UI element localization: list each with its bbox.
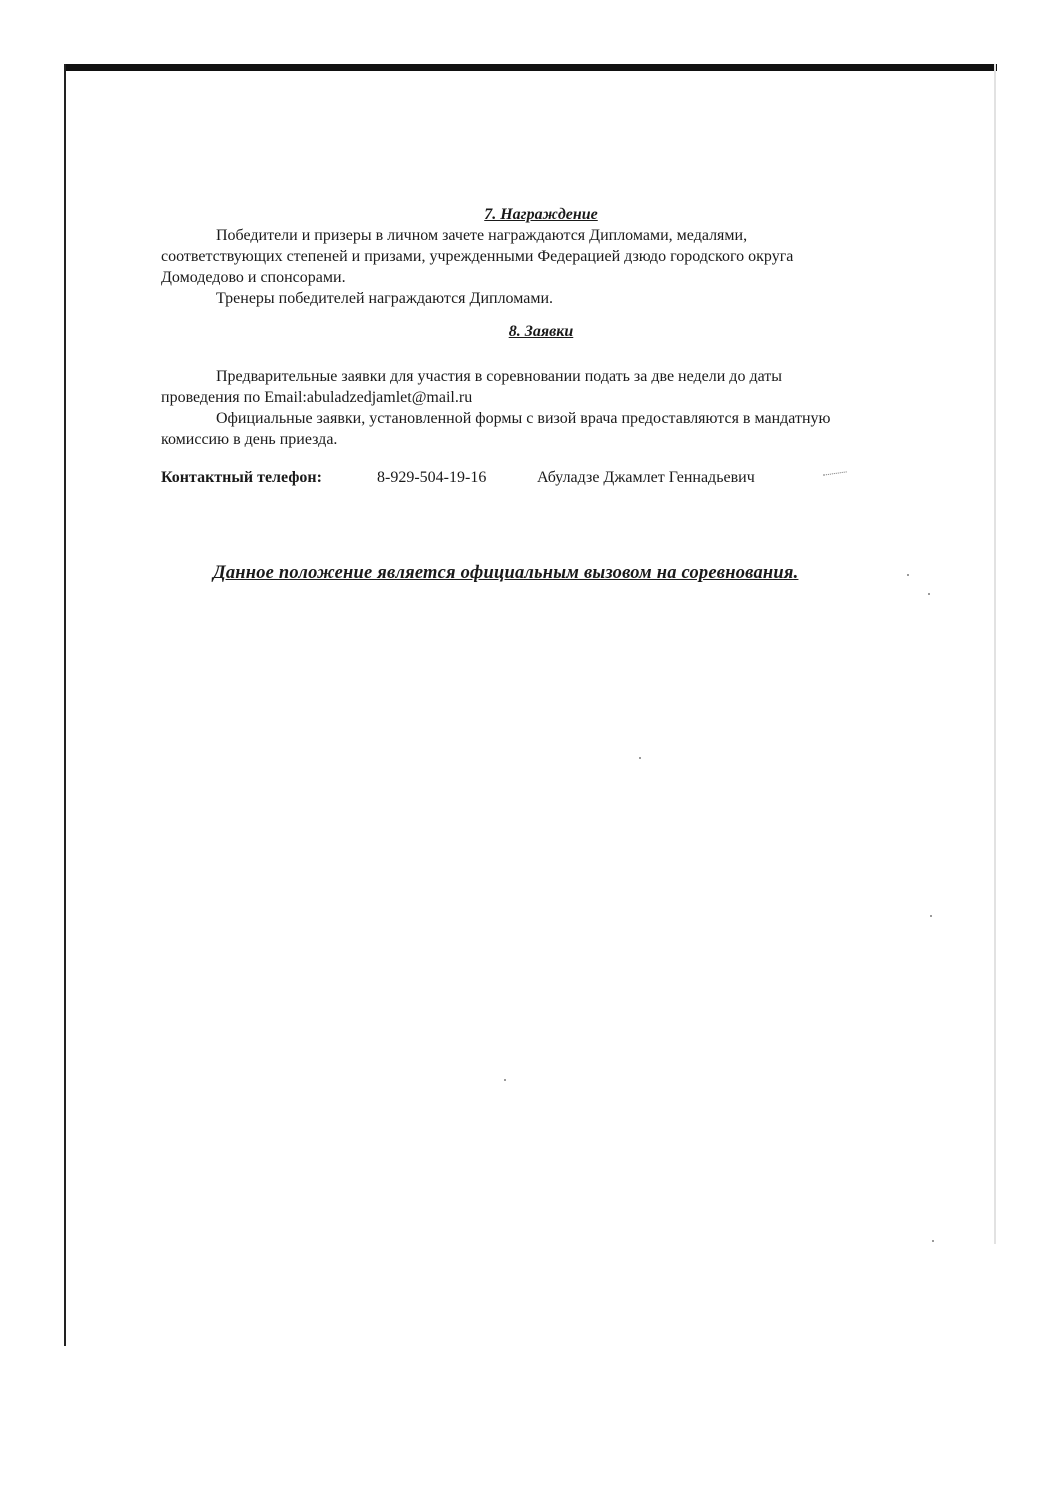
official-call-statement: Данное положение является официальным вызовом на соревнования. — [213, 563, 799, 583]
section-8-email-line: проведения по Email:abuladzedjamlet@mail.ru — [161, 389, 473, 406]
section-8-paragraph-line: комиссию в день приезда. — [161, 431, 338, 448]
section-7-paragraph-line: соответствующих степеней и призами, учрежденными Федерацией дзюдо городского округа — [161, 248, 794, 265]
spacer — [161, 342, 921, 366]
section-7-heading: 7. Награждение — [484, 206, 598, 223]
section-8-paragraph-line: Предварительные заявки для участия в соревновании подать за две недели до даты — [216, 368, 783, 385]
scan-top-border — [64, 64, 997, 71]
contact-row — [161, 467, 921, 488]
section-7-paragraph-line: Домодедово и спонсорами. — [161, 269, 346, 286]
contact-phone: 8-929-504-19-16 — [377, 469, 487, 486]
scan-speck — [932, 1240, 934, 1242]
section-8-paragraph-line: Официальные заявки, установленной формы с визой врача предоставляются в мандатную — [216, 410, 831, 427]
section-8-heading: 8. Заявки — [508, 323, 574, 340]
spacer — [161, 450, 921, 467]
contact-name: Абуладзе Джамлет Геннадьевич — [537, 469, 755, 486]
section-7-paragraph-line: Победители и призеры в личном зачете награждаются Дипломами, медалями, — [216, 227, 748, 244]
scan-speck — [928, 593, 930, 595]
document-body — [161, 204, 921, 488]
spacer — [161, 309, 921, 321]
contact-label: Контактный телефон: — [161, 469, 322, 486]
scan-left-border — [64, 64, 66, 1346]
scan-speck — [907, 574, 909, 576]
scan-speck — [639, 757, 641, 759]
section-7-coaches-paragraph: Тренеры победителей награждаются Дипломами. — [216, 290, 554, 307]
scan-speck — [504, 1079, 506, 1081]
scan-speck — [930, 915, 932, 917]
scan-right-border — [994, 64, 996, 1244]
